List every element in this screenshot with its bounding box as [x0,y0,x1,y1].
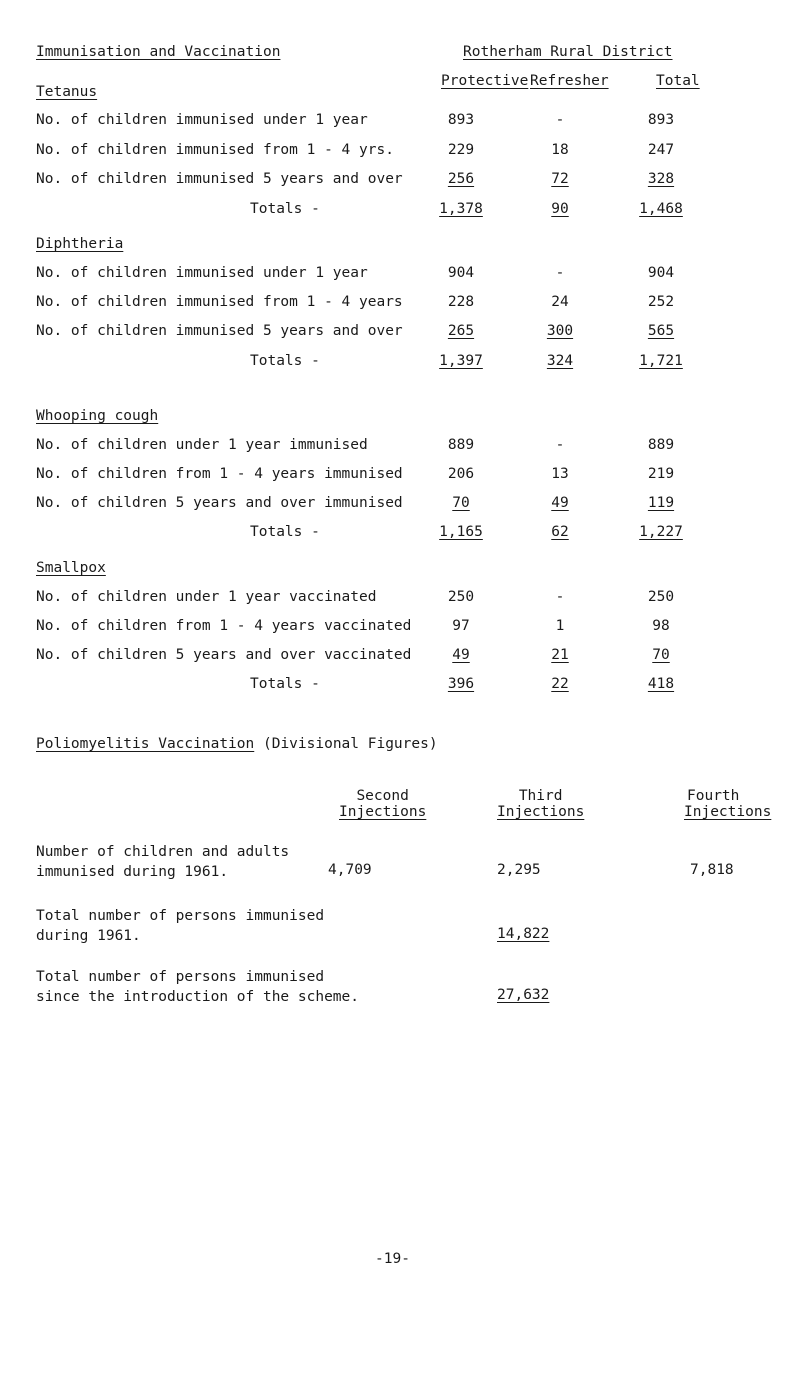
col-fourth-line1: Fourth [687,788,740,804]
row-label: No. of children from 1 - 4 years vaccinated [36,618,412,634]
cell-refresher: 72 [551,171,569,187]
polio-total-1961: 14,822 [497,926,550,942]
cell-total: 893 [647,112,675,128]
cell-refresher: 21 [551,647,569,663]
row-label: No. of children 5 years and over vaccinated [36,647,412,663]
polio-fourth-value: 7,818 [690,862,734,878]
total-refresher: 90 [551,201,569,217]
total-protective: 1,165 [439,524,483,540]
total-refresher: 22 [551,676,569,692]
cell-refresher: - [555,589,565,605]
cell-protective: 256 [447,171,475,187]
total-protective: 1,378 [439,201,483,217]
section-title-smallpox: Smallpox [36,560,106,576]
col-total-header: Total [656,73,700,89]
cell-total: 904 [647,265,675,281]
polio-row2-line1: Total number of persons immunised [36,908,325,924]
polio-subtitle: (Divisional Figures) [262,736,438,752]
totals-label: Totals - [250,676,320,692]
polio-row2-line2: during 1961. [36,928,141,944]
total-refresher: 62 [551,524,569,540]
cell-refresher: - [555,437,565,453]
col-protective-header: Protective [441,73,529,89]
polio-title: Poliomyelitis Vaccination [36,736,255,752]
cell-refresher: 49 [551,495,569,511]
cell-refresher: 13 [551,466,569,482]
cell-total: 119 [647,495,675,511]
cell-total: 252 [647,294,675,310]
cell-protective: 889 [447,437,475,453]
cell-protective: 228 [447,294,475,310]
polio-row1-label [36,842,289,882]
cell-protective: 250 [447,589,475,605]
col-second-line2: Injections [339,804,427,820]
col-fourth-header [684,788,771,820]
total-total: 1,721 [639,353,683,369]
col-second-line1: Second [356,788,409,804]
section-title-tetanus: Tetanus [36,84,98,100]
totals-label: Totals - [250,353,320,369]
cell-total: 70 [652,647,670,663]
cell-total: 247 [647,142,675,158]
cell-total: 98 [652,618,670,634]
totals-label: Totals - [250,201,320,217]
col-refresher-header: Refresher [530,73,609,89]
cell-refresher: - [555,265,565,281]
total-total: 418 [647,676,675,692]
row-label: No. of children immunised from 1 - 4 years [36,294,403,310]
cell-total: 889 [647,437,675,453]
polio-row3-line1: Total number of persons immunised [36,969,325,985]
row-label: No. of children under 1 year immunised [36,437,368,453]
polio-total-scheme: 27,632 [497,987,550,1003]
cell-protective: 70 [452,495,470,511]
polio-row1-line1: Number of children and adults [36,844,290,860]
polio-third-value: 2,295 [497,862,541,878]
row-label: No. of children immunised under 1 year [36,265,368,281]
cell-total: 328 [647,171,675,187]
row-label: No. of children immunised from 1 - 4 yrs. [36,142,394,158]
page-number: -19- [375,1251,410,1267]
section-title-diphtheria: Diphtheria [36,236,124,252]
cell-total: 219 [647,466,675,482]
polio-row3-label [36,967,359,1007]
cell-refresher: 300 [546,323,574,339]
total-protective: 1,397 [439,353,483,369]
cell-protective: 893 [447,112,475,128]
total-refresher: 324 [546,353,574,369]
cell-refresher: 18 [551,142,569,158]
row-label: No. of children immunised 5 years and over [36,171,403,187]
cell-refresher: 1 [555,618,565,634]
cell-protective: 229 [447,142,475,158]
document-title: Immunisation and Vaccination [36,44,281,60]
total-total: 1,468 [639,201,683,217]
row-label: No. of children 5 years and over immunised [36,495,403,511]
cell-protective: 49 [452,647,470,663]
section-title-whooping-cough: Whooping cough [36,408,159,424]
cell-protective: 206 [447,466,475,482]
cell-total: 250 [647,589,675,605]
col-third-header [497,788,584,820]
row-label: No. of children immunised 5 years and over [36,323,403,339]
polio-second-value: 4,709 [328,862,372,878]
cell-refresher: - [555,112,565,128]
col-third-line1: Third [518,788,563,804]
col-third-line2: Injections [497,804,585,820]
col-second-header [339,788,426,820]
row-label: No. of children immunised under 1 year [36,112,368,128]
cell-protective: 97 [452,618,470,634]
col-fourth-line2: Injections [684,804,772,820]
total-total: 1,227 [639,524,683,540]
polio-heading [36,736,438,752]
cell-protective: 904 [447,265,475,281]
row-label: No. of children under 1 year vaccinated [36,589,377,605]
district-name: Rotherham Rural District [463,44,673,60]
cell-refresher: 24 [551,294,569,310]
row-label: No. of children from 1 - 4 years immunised [36,466,403,482]
cell-total: 565 [647,323,675,339]
polio-row1-line2: immunised during 1961. [36,864,229,880]
polio-row3-line2: since the introduction of the scheme. [36,989,360,1005]
polio-row2-label [36,906,324,946]
totals-label: Totals - [250,524,320,540]
total-protective: 396 [447,676,475,692]
cell-protective: 265 [447,323,475,339]
